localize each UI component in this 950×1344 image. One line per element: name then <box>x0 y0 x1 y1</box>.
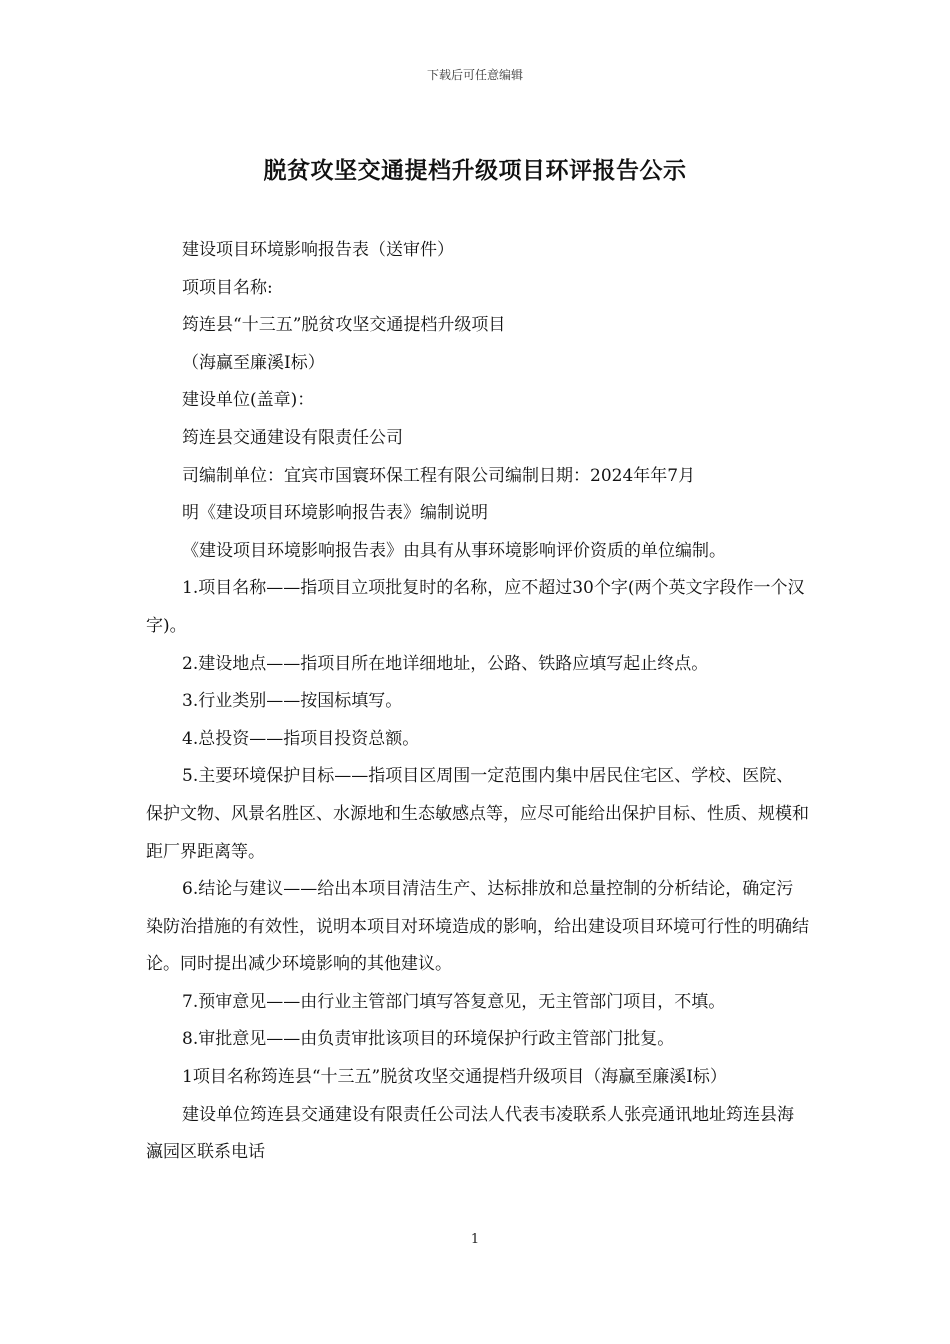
paragraph-table-builder-info: 建设单位筠连县交通建设有限责任公司法人代表韦凌联系人张亮通讯地址筠连县海瀛园区联系电话 <box>146 1104 794 1163</box>
paragraph-item-3: 3.行业类别——按国标填写。 <box>182 691 403 712</box>
paragraph-project-section: （海赢至廉溪Ⅰ标） <box>182 352 325 373</box>
paragraph-instructions-intro: 《建设项目环境影响报告表》由具有从事环境影响评价资质的单位编制。 <box>182 540 726 561</box>
paragraph-item-1: 1.项目名称——指项目立项批复时的名称，应不超过30个字(两个英文字段作一个汉字)。 <box>146 578 805 636</box>
paragraph-table-project-name: 1项目名称筠连县“十三五”脱贫攻坚交通提档升级项目（海赢至廉溪Ⅰ标） <box>182 1067 727 1088</box>
paragraph-item-6: 6.结论与建议——给出本项目清洁生产、达标排放和总量控制的分析结论，确定污染防治措施的有效性，说明本项目对环境造成的影响，给出建设项目环境可行性的明确结论。同时提出减少环境影响的其他建议。 <box>146 879 809 975</box>
paragraph-builder-name: 筠连县交通建设有限责任公司 <box>182 427 403 448</box>
page-number: 1 <box>470 1232 480 1247</box>
paragraph-item-8: 8.审批意见——由负责审批该项目的环境保护行政主管部门批复。 <box>182 1029 675 1050</box>
paragraph-item-5: 5.主要环境保护目标——指项目区周围一定范围内集中居民住宅区、学校、医院、保护文物、风景名胜区、水源地和生态敏感点等，应尽可能给出保护目标、性质、规模和距厂界距离等。 <box>146 766 809 862</box>
document-body <box>146 232 810 1172</box>
paragraph-report-type: 建设项目环境影响报告表（送审件） <box>182 240 454 260</box>
paragraph-project-name: 筠连县“十三五”脱贫攻坚交通提档升级项目 <box>182 315 506 336</box>
paragraph-project-name-label: 项项目名称: <box>182 277 273 298</box>
paragraph-item-2: 2.建设地点——指项目所在地详细地址，公路、铁路应填写起止终点。 <box>182 653 709 674</box>
document-title: 脱贫攻坚交通提档升级项目环评报告公示 <box>263 158 687 184</box>
paragraph-item-4: 4.总投资——指项目投资总额。 <box>182 728 420 749</box>
paragraph-builder-label: 建设单位(盖章)： <box>182 390 315 411</box>
paragraph-item-7: 7.预审意见——由行业主管部门填写答复意见，无主管部门项目，不填。 <box>182 991 726 1012</box>
header-note: 下载后可任意编辑 <box>426 68 523 82</box>
paragraph-compiler-date: 司编制单位：宜宾市国寰环保工程有限公司编制日期：2024年年7月 <box>182 465 696 486</box>
paragraph-instructions-title: 明《建设项目环境影响报告表》编制说明 <box>182 503 488 524</box>
